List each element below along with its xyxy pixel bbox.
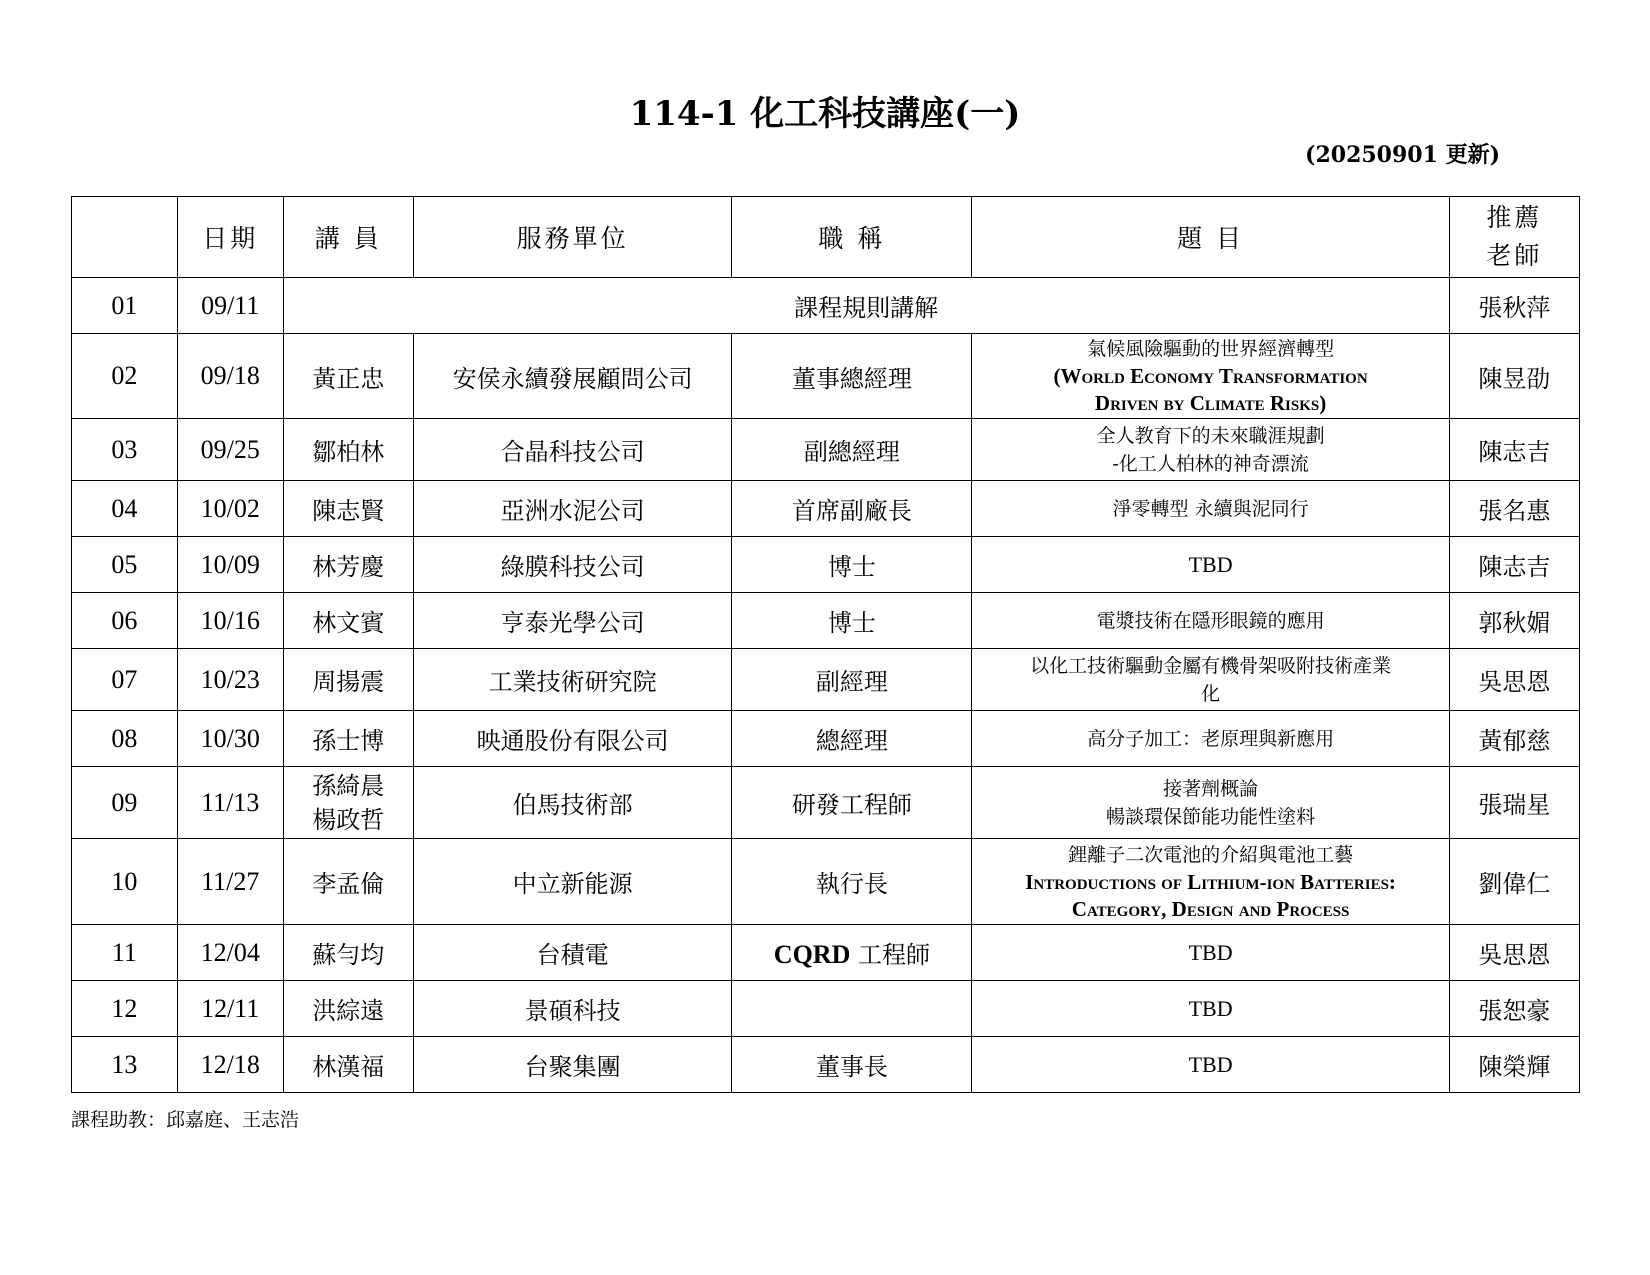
topic-line: 全人教育下的未來職涯規劃 (1096, 424, 1325, 447)
row-unit: 伯馬技術部 (413, 767, 731, 839)
topic-line-english: (World Economy Transformation (1053, 364, 1368, 388)
row-advisor: 吳思恩 (1449, 925, 1579, 981)
speaker-line: 孫綺晨 (312, 771, 385, 800)
header-no (72, 197, 178, 278)
row-advisor: 陳昱劭 (1449, 334, 1579, 419)
row-unit: 中立新能源 (413, 839, 731, 925)
topic-line: 暢談環保節能功能性塗料 (1106, 805, 1316, 828)
header-date: 日期 (177, 197, 283, 278)
row-unit: 亨泰光學公司 (413, 593, 731, 649)
row-topic: TBD (972, 981, 1449, 1037)
topic-line-english: Driven by Climate Risks) (1094, 391, 1327, 415)
row-topic (972, 419, 1449, 481)
row-date: 09/11 (177, 278, 283, 334)
row-position: 副經理 (732, 649, 972, 711)
row-position (732, 925, 972, 981)
row-advisor: 張秋萍 (1449, 278, 1579, 334)
row-topic: TBD (972, 925, 1449, 981)
row-advisor: 吳思恩 (1449, 649, 1579, 711)
row-no: 03 (72, 419, 178, 481)
table-row (72, 767, 1580, 839)
row-topic: 淨零轉型 永續與泥同行 (972, 481, 1449, 537)
topic-line: 鋰離子二次電池的介紹與電池工藝 (1068, 843, 1354, 866)
row-position: 博士 (732, 593, 972, 649)
header-row (72, 197, 1580, 278)
row-position: 博士 (732, 537, 972, 593)
row-speaker: 孫士博 (283, 711, 413, 767)
table-row (72, 1037, 1580, 1093)
row-topic: TBD (972, 537, 1449, 593)
row-advisor: 劉偉仁 (1449, 839, 1579, 925)
row-advisor: 陳志吉 (1449, 419, 1579, 481)
row-speaker: 洪綜遠 (283, 981, 413, 1037)
row-no: 01 (72, 278, 178, 334)
position-title: 工程師 (850, 941, 930, 969)
row-speaker: 李孟倫 (283, 839, 413, 925)
header-unit: 服務單位 (413, 197, 731, 278)
row-speaker: 鄒柏林 (283, 419, 413, 481)
row-unit: 合晶科技公司 (413, 419, 731, 481)
row-topic (972, 649, 1449, 711)
row-position: 首席副廠長 (732, 481, 972, 537)
row-position: 副總經理 (732, 419, 972, 481)
table-row (72, 839, 1580, 925)
row-no: 12 (72, 981, 178, 1037)
row-date: 12/04 (177, 925, 283, 981)
lecture-schedule-table (71, 196, 1580, 1093)
speaker-line: 楊政哲 (312, 805, 385, 834)
header-topic: 題 目 (972, 197, 1449, 278)
row-position: 執行長 (732, 839, 972, 925)
table-row (72, 537, 1580, 593)
topic-line: 接著劑概論 (1163, 777, 1259, 800)
row-no: 11 (72, 925, 178, 981)
header-speaker: 講 員 (283, 197, 413, 278)
row-speaker: 林芳慶 (283, 537, 413, 593)
row-unit: 亞洲水泥公司 (413, 481, 731, 537)
table-row (72, 419, 1580, 481)
row-position: 研發工程師 (732, 767, 972, 839)
row-topic (972, 767, 1449, 839)
row-advisor: 郭秋媚 (1449, 593, 1579, 649)
table-row (72, 593, 1580, 649)
header-position: 職 稱 (732, 197, 972, 278)
row-no: 04 (72, 481, 178, 537)
row-no: 05 (72, 537, 178, 593)
topic-line-english: Introductions of Lithium-ion Batteries: (1025, 869, 1396, 894)
row-speaker: 林文賓 (283, 593, 413, 649)
row-date: 12/18 (177, 1037, 283, 1093)
row-date: 10/16 (177, 593, 283, 649)
table-row (72, 981, 1580, 1037)
row-speaker: 黃正忠 (283, 334, 413, 419)
header-advisor-line-1: 推薦 (1486, 203, 1543, 232)
row-unit: 台聚集團 (413, 1037, 731, 1093)
row-position: 總經理 (732, 711, 972, 767)
table-row (72, 649, 1580, 711)
topic-line: -化工人柏林的神奇漂流 (1112, 452, 1309, 475)
topic-line-english: Category, Design and Process (1071, 896, 1350, 921)
row-advisor: 張瑞星 (1449, 767, 1579, 839)
table-row (72, 334, 1580, 419)
row-advisor: 張恕豪 (1449, 981, 1579, 1037)
page-title: 114-1 化工科技講座(一) (629, 94, 1021, 134)
row-date: 12/11 (177, 981, 283, 1037)
row-speaker: 林漢福 (283, 1037, 413, 1093)
row-unit: 台積電 (413, 925, 731, 981)
row-advisor: 黃郁慈 (1449, 711, 1579, 767)
row-position: 董事總經理 (732, 334, 972, 419)
row-advisor: 陳志吉 (1449, 537, 1579, 593)
row-date: 11/13 (177, 767, 283, 839)
row-no: 06 (72, 593, 178, 649)
teaching-assistants-note: 課程助教：邱嘉庭、王志浩 (71, 1109, 300, 1131)
row-date: 09/25 (177, 419, 283, 481)
row-date: 10/23 (177, 649, 283, 711)
position-abbrev: CQRD (773, 940, 851, 969)
row-date: 11/27 (177, 839, 283, 925)
row-advisor: 陳榮輝 (1449, 1037, 1579, 1093)
row-date: 10/09 (177, 537, 283, 593)
row-unit: 安侯永續發展顧問公司 (413, 334, 731, 419)
row-topic: TBD (972, 1037, 1449, 1093)
row-topic (972, 839, 1449, 925)
header-advisor-line-2: 老師 (1486, 241, 1543, 270)
table-row (72, 925, 1580, 981)
header-advisor (1449, 197, 1579, 278)
row-position: 董事長 (732, 1037, 972, 1093)
row-topic (972, 334, 1449, 419)
table-row (72, 481, 1580, 537)
row-no: 08 (72, 711, 178, 767)
row-unit: 映通股份有限公司 (413, 711, 731, 767)
row-merged-note: 課程規則講解 (283, 278, 1449, 334)
row-unit: 景碩科技 (413, 981, 731, 1037)
row-date: 10/30 (177, 711, 283, 767)
topic-line: 化 (1201, 682, 1221, 705)
row-no: 10 (72, 839, 178, 925)
row-speaker: 周揚震 (283, 649, 413, 711)
table-row (72, 278, 1580, 334)
table-row (72, 711, 1580, 767)
row-advisor: 張名惠 (1449, 481, 1579, 537)
topic-line: 以化工技術驅動金屬有機骨架吸附技術產業 (1030, 654, 1392, 677)
row-speaker: 陳志賢 (283, 481, 413, 537)
update-date: (20250901 更新) (1305, 142, 1500, 168)
row-no: 09 (72, 767, 178, 839)
row-speaker (283, 767, 413, 839)
row-date: 09/18 (177, 334, 283, 419)
row-topic: 高分子加工：老原理與新應用 (972, 711, 1449, 767)
row-unit: 綠膜科技公司 (413, 537, 731, 593)
row-position (732, 981, 972, 1037)
row-no: 02 (72, 334, 178, 419)
row-date: 10/02 (177, 481, 283, 537)
row-topic: 電漿技術在隱形眼鏡的應用 (972, 593, 1449, 649)
row-unit: 工業技術研究院 (413, 649, 731, 711)
row-speaker: 蘇勻均 (283, 925, 413, 981)
topic-line: 氣候風險驅動的世界經濟轉型 (1087, 338, 1335, 360)
row-no: 13 (72, 1037, 178, 1093)
row-no: 07 (72, 649, 178, 711)
